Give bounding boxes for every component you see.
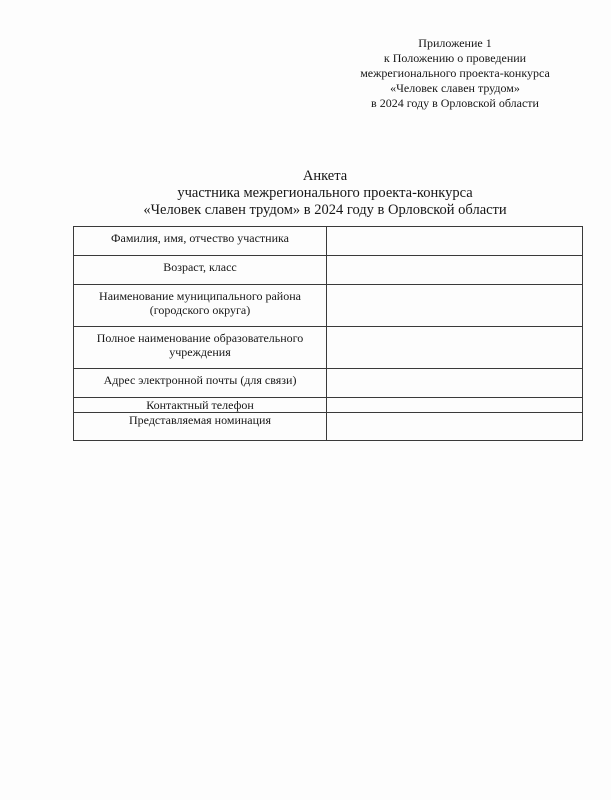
appendix-line: межрегионального проекта-конкурса <box>360 66 550 80</box>
row-label: Представляемая номинация <box>128 413 271 427</box>
row-label-cell <box>74 285 327 327</box>
questionnaire-table <box>73 226 583 441</box>
school-name-field[interactable] <box>327 327 583 369</box>
row-label-cell <box>74 369 327 398</box>
row-label: Контактный телефон <box>146 398 254 412</box>
email-field[interactable] <box>327 369 583 398</box>
row-label-cell <box>74 256 327 285</box>
phone-field[interactable] <box>327 398 583 413</box>
appendix-header <box>330 36 580 111</box>
row-label: Адрес электронной почты (для связи) <box>103 373 297 387</box>
table-row <box>74 327 583 369</box>
form-subtitle: «Человек славен трудом» в 2024 году в Орловской области <box>143 202 507 218</box>
form-heading: Анкета <box>302 168 348 184</box>
appendix-line: Приложение 1 <box>418 36 492 50</box>
table-row <box>74 227 583 256</box>
table-row <box>74 398 583 413</box>
row-label: Полное наименование образовательного учреждения <box>96 331 304 359</box>
appendix-line: в 2024 году в Орловской области <box>371 96 539 110</box>
row-label: Наименование муниципального района (городского округа) <box>99 289 301 317</box>
age-class-field[interactable] <box>327 256 583 285</box>
district-field[interactable] <box>327 285 583 327</box>
table-row <box>74 413 583 441</box>
table-row <box>74 369 583 398</box>
nomination-field[interactable] <box>327 413 583 441</box>
table-row <box>74 256 583 285</box>
row-label: Возраст, класс <box>163 260 237 274</box>
table-row <box>74 285 583 327</box>
appendix-line: к Положению о проведении <box>383 51 527 65</box>
fio-field[interactable] <box>327 227 583 256</box>
row-label-cell <box>74 327 327 369</box>
row-label-cell <box>74 413 327 441</box>
row-label-cell <box>74 227 327 256</box>
row-label-cell <box>74 398 327 413</box>
appendix-line: «Человек славен трудом» <box>390 81 520 95</box>
form-title <box>60 168 590 219</box>
row-label: Фамилия, имя, отчество участника <box>111 231 289 245</box>
form-subtitle: участника межрегионального проекта-конкурса <box>177 185 473 201</box>
